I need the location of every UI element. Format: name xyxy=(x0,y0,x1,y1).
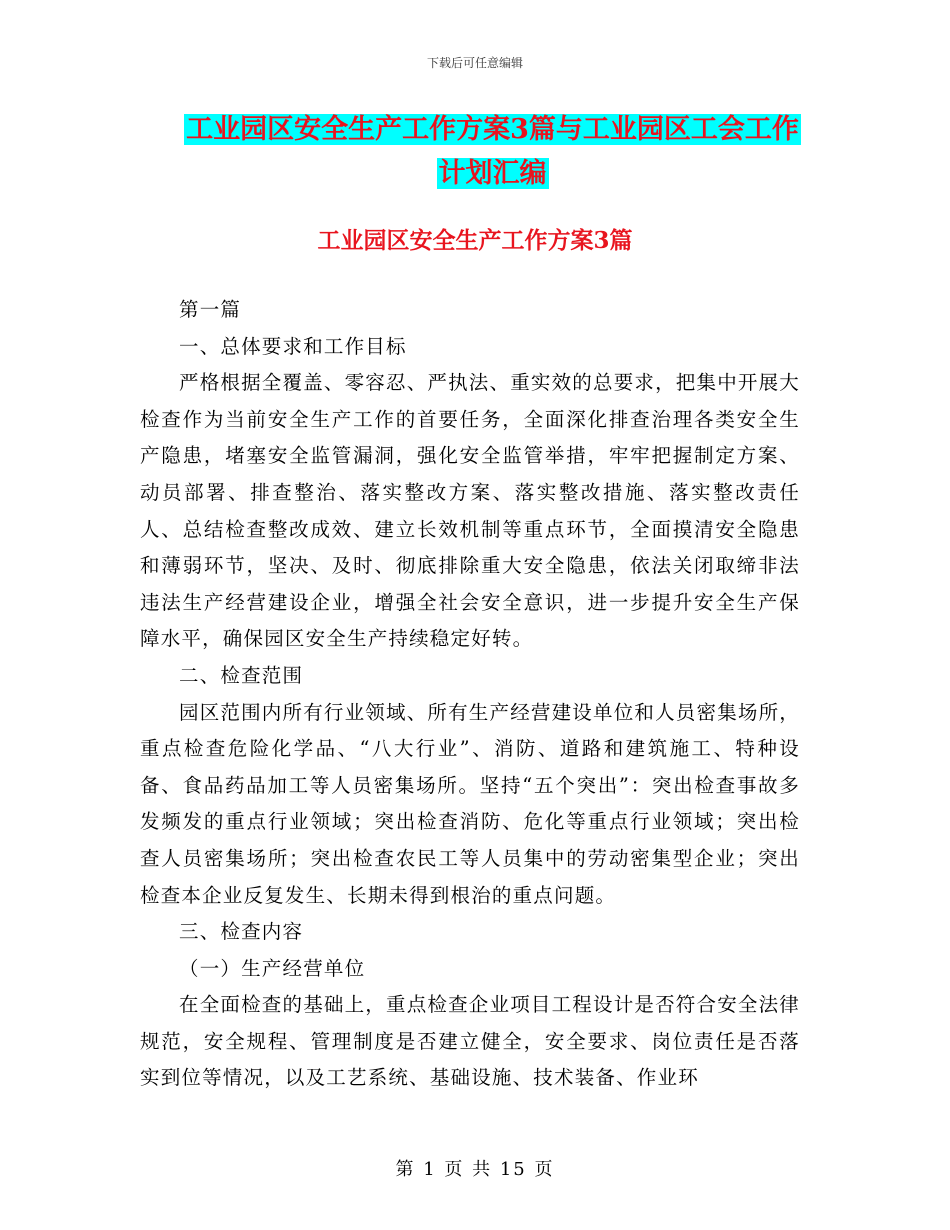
header-note: 下载后可任意编辑 xyxy=(426,56,523,70)
heading-inspection-scope: 二、检查范围 xyxy=(179,663,304,687)
document-title xyxy=(140,108,845,196)
document-title-line-1: 工业园区安全生产工作方案3篇与工业园区工会工作 xyxy=(186,114,799,145)
paragraph-general-requirements: 严格根据全覆盖、零容忍、严执法、重实效的总要求，把集中开展大检查作为当前安全生产工作的首要任务，全面深化排查治理各类安全生产隐患，堵塞安全监管漏洞，强化安全监管举措，牢牢把握制定方案、动员部署、排查整治、落实整改方案、落实整改措施、落实整改责任人、总结检查整改成效、建立长效机制等重点环节，全面摸清安全隐患和薄弱环节，坚决、及时、彻底排除重大安全隐患，依法关闭取缔非法违法生产经营建设企业，增强全社会安全意识，进一步提升安全生产保障水平，确保园区安全生产持续稳定好转。 xyxy=(140,371,801,651)
paragraph-inspection-scope: 园区范围内所有行业领域、所有生产经营建设单位和人员密集场所，重点检查危险化学品、“八大行业”、消防、道路和建筑施工、特种设备、食品药品加工等人员密集场所。坚持“五个突出”：突出检查事故多发频发的重点行业领域；突出检查消防、危化等重点行业领域；突出检查人员密集场所；突出检查农民工等人员集中的劳动密集型企业；突出检查本企业反复发生、长期未得到根治的重点问题。 xyxy=(140,700,801,907)
paragraph-part-label: 第一篇 xyxy=(179,298,242,321)
heading-general-requirements: 一、总体要求和工作目标 xyxy=(179,334,407,358)
body-text xyxy=(140,292,800,1097)
heading-inspection-content: 三、检查内容 xyxy=(179,920,304,944)
subheading-production-units: （一）生产经营单位 xyxy=(179,956,366,980)
document-title-line-2: 计划汇编 xyxy=(438,158,547,189)
section-title: 工业园区安全生产工作方案3篇 xyxy=(317,227,633,254)
paragraph-production-units: 在全面检查的基础上，重点检查企业项目工程设计是否符合安全法律规范，安全规程、管理制度是否建立健全，安全要求、岗位责任是否落实到位等情况，以及工艺系统、基础设施、技术装备、作业环 xyxy=(140,993,801,1090)
page-footer: 第 1 页 共 15 页 xyxy=(395,1159,555,1180)
